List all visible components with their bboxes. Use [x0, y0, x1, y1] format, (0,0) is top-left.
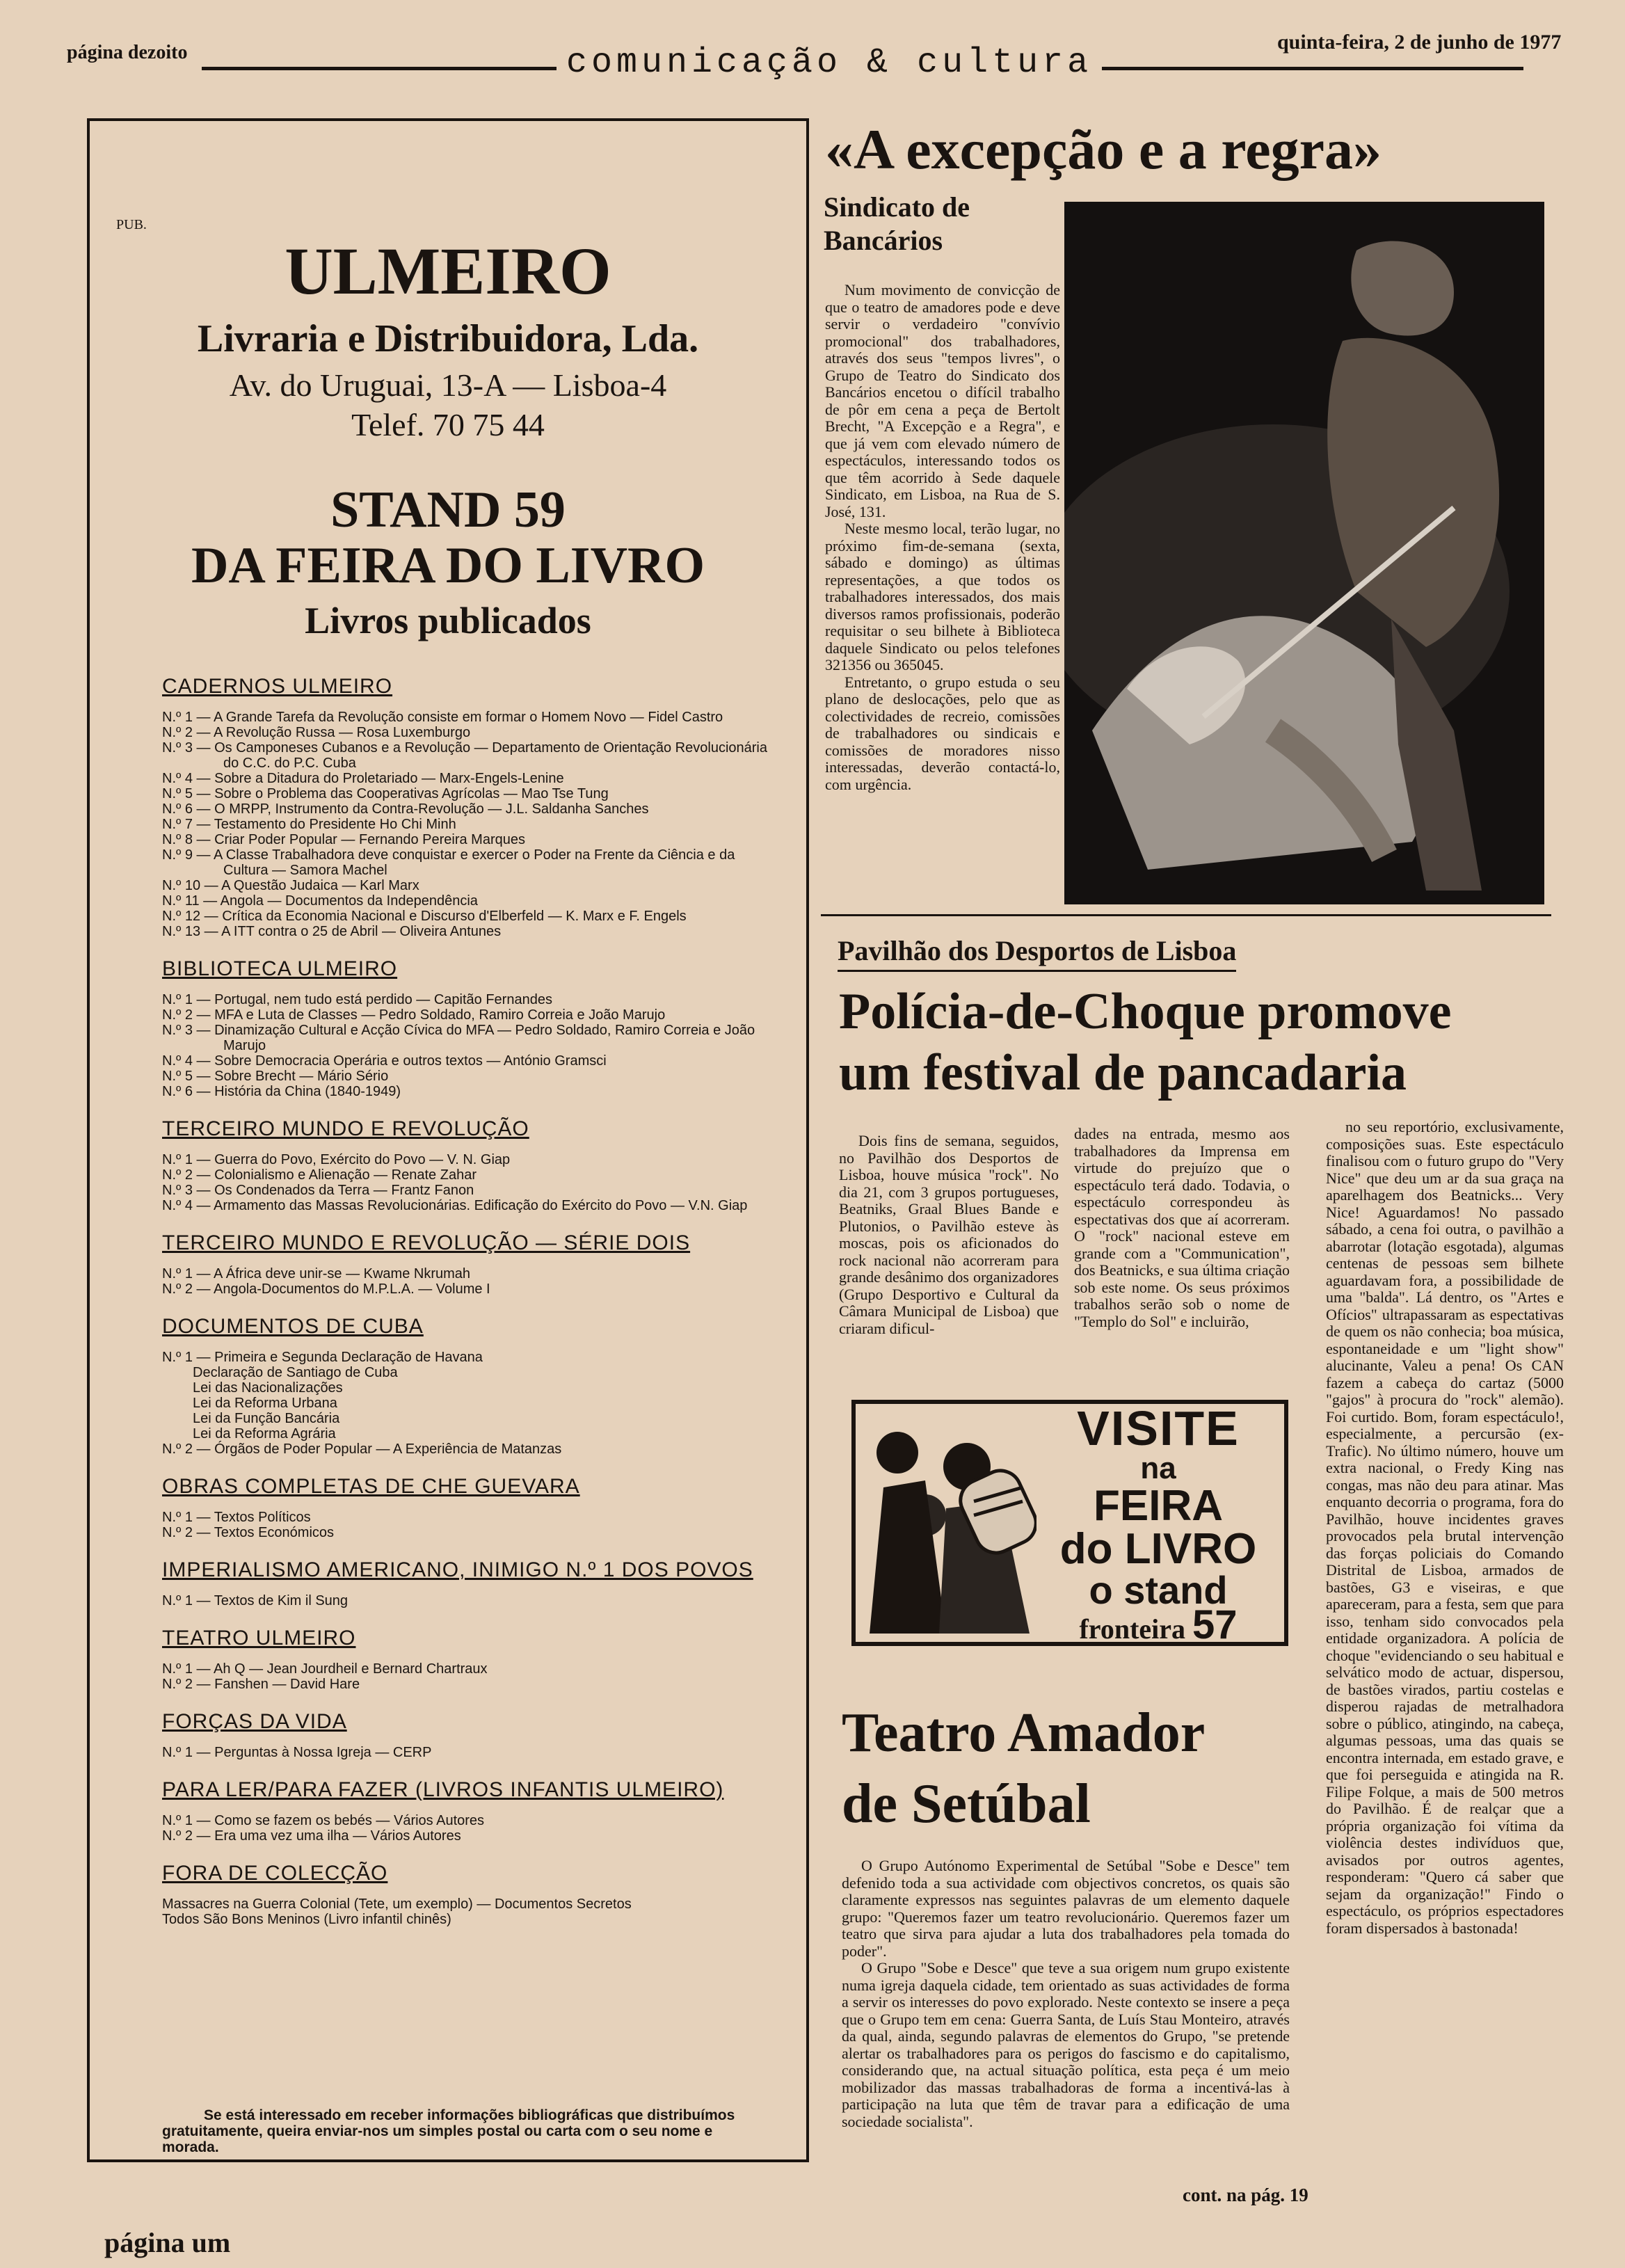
- visite-feira: FEIRA: [1094, 1482, 1223, 1530]
- catalog-item: N.º 1 — Textos de Kim il Sung: [162, 1593, 349, 1608]
- article-teatro-body: [842, 1858, 1290, 2130]
- footer-page-label: página um: [104, 2227, 231, 2258]
- catalog-item: N.º 1 — Textos Políticos: [162, 1510, 311, 1525]
- headline-line: Teatro Amador: [842, 1702, 1206, 1764]
- catalog-subitem: Lei da Reforma Agrária: [193, 1426, 336, 1442]
- catalog-item: N.º 4 — Sobre a Ditadura do Proletariado — Marx-Engels-Lenine: [162, 771, 564, 786]
- catalog-item: N.º 4 — Armamento das Massas Revolucionárias. Edificação do Exército do Povo — V.N. Giap: [162, 1198, 748, 1213]
- catalog-item: N.º 3 — Os Condenados da Terra — Frantz Fanon: [162, 1183, 474, 1198]
- ad-phone: Telef. 70 75 44: [351, 407, 545, 442]
- ad-stand-line1: STAND 59: [330, 481, 566, 538]
- catalog-section-title: DOCUMENTOS DE CUBA: [162, 1315, 424, 1338]
- ad-books-heading: Livros publicados: [305, 600, 591, 641]
- catalog-item: N.º 3 — Dinamização Cultural e Acção Cívica do MFA — Pedro Soldado, Ramiro Correia e João Marujo: [162, 1023, 755, 1053]
- catalog-section-title: IMPERIALISMO AMERICANO, INIMIGO N.º 1 DOS POVOS: [162, 1558, 753, 1581]
- article-excepcao-body: [825, 282, 1060, 793]
- visite-word: VISITE: [1077, 1401, 1240, 1455]
- catalog-item: N.º 6 — O MRPP, Instrumento da Contra-Revolução — J.L. Saldanha Sanches: [162, 801, 649, 817]
- visite-stand-number: 57: [1192, 1602, 1238, 1647]
- headline-excepcao: «A excepção e a regra»: [825, 118, 1382, 181]
- catalog-item: N.º 1 — A África deve unir-se — Kwame Nkrumah: [162, 1266, 471, 1281]
- book-catalog: [162, 657, 767, 1927]
- crowd-illustration: [863, 1411, 1036, 1634]
- pub-label: PUB.: [116, 217, 147, 232]
- catalog-item: N.º 1 — Primeira e Segunda Declaração de Havana: [162, 1350, 483, 1365]
- issue-date: quinta-feira, 2 de junho de 1977: [1277, 31, 1562, 54]
- catalog-section-title: FORA DE COLECÇÃO: [162, 1862, 388, 1885]
- headline-line: um festival de pancadaria: [839, 1044, 1407, 1101]
- feira-do-livro-ad: [851, 1400, 1288, 1646]
- paragraph: Num movimento de convicção de que o teatro de amadores pode e deve servir o verdadeiro "convívio promocional" dos trabalhadores, através dos seus "tempos livres", o Grupo de Teatro do Sindicato dos Bancários encetou o difícil trabalho de pôr em cena a peça de Bertolt Brecht, "A Excepção e a Regra", e que já vem com elevado número de espectáculos, interessando todos os que têm acorrido à Sede daquele Sindicato, em Lisboa, na Rua de S. José, 131.: [825, 281, 1060, 520]
- paragraph: Entretanto, o grupo estuda o seu plano de deslocações, pelo que as colectividades de recreio, comissões de trabalhadores ou sindicais e comissões de moradores nisso interessadas, deverão contactá-lo, com urgência.: [825, 673, 1060, 793]
- kicker-pavilhao: Pavilhão dos Desportos de Lisboa: [838, 934, 1236, 972]
- catalog-item: N.º 1 — Portugal, nem tudo está perdido — Capitão Fernandes: [162, 992, 552, 1007]
- headline-line: Polícia-de-Choque promove: [839, 983, 1452, 1040]
- visite-na: na: [1140, 1451, 1176, 1485]
- catalog-item: N.º 3 — Os Camponeses Cubanos e a Revolução — Departamento de Orientação Revolucionária do C.C. do P.C. Cuba: [162, 740, 767, 771]
- visite-fronteira: fronteira: [1079, 1613, 1186, 1645]
- article-policia-col3: no seu reportório, exclusivamente, composições suas. Este espectáculo finalisou com o futuro grupo do "Very Nice" que deu um ar da sua graça na aparelhagem dos Beatnicks... Very Nice! Aguardamos! No passado sábado, a cena foi outra, o pavilhão a abarrotar (lotação esgotada), algumas centenas de pessoas sem bilhete aguardavam fora, a possibilidade de uma "balda". Lá dentro, os "Artes e Ofícios" ultrapassaram as espectativas de quem os não conhecia; boa música, espontaneidade e um "light show" alucinante, Valeu a pena! Os CAN fazem a cabeça do cartaz (5000 "gajos" à procura do "rock" alemão). Foi curtido. Bom, foram espectáculo!, especialmente, a percursão (ex-Trafic). No último número, houve um extra nacional, o Fredy King nas congas, mas não deu para atinar. Mas enquanto decorria o programa, fora do Pavilhão, houve incidentes graves provocados pela brutal intervenção das forças policiais do Comando Distrital de Lisboa, armados de bastões, G3 e viseiras, e que apareceram, para a festa, sem que para isso, tenham sido convocados pela entidade organizadora. A polícia de choque "evidenciando o seu habitual e selvático modo de actuar, dispersou, de bastões virados, partiu costelas e disperou rajadas de metralhadora sobre o público, atingindo, na cabeça, algumas pessoas, uma das quais se encontra internada, em estado grave, e que foi perseguida e atingida na R. Filipe Folque, a mais de 500 metros do Pavilhão. É de realçar que a própria organização foi vítima da violência destes indivíduos que, avisados por outros agentes, responderam: "Quero cá saber que sejam da organização!" Findo o espectáculo, os próprios espectadores foram dispersados à bastonada!: [1326, 1118, 1564, 1937]
- catalog-section-title: FORÇAS DA VIDA: [162, 1710, 347, 1733]
- catalog-item: N.º 2 — Colonialismo e Alienação — Renate Zahar: [162, 1167, 477, 1183]
- catalog-subitem: Lei da Reforma Urbana: [193, 1396, 337, 1411]
- theatre-photo: [1064, 202, 1544, 904]
- section-title: comunicação & cultura: [557, 43, 1102, 83]
- catalog-section-title: PARA LER/PARA FAZER (LIVROS INFANTIS ULMEIRO): [162, 1778, 724, 1801]
- catalog-section-title: TERCEIRO MUNDO E REVOLUÇÃO — SÉRIE DOIS: [162, 1231, 691, 1254]
- catalog-item: N.º 2 — A Revolução Russa — Rosa Luxemburgo: [162, 725, 471, 740]
- article-policia-col1: Dois fins de semana, seguidos, no Pavilhão dos Desportos de Lisboa, houve música "rock". No dia 21, com 3 grupos portugueses, Beatniks, Graal Blues Bande e Plutonios, o Pavilhão esteve às moscas, pois os aficionados do rock nacional não acorreram para grande desânimo dos organizadores (Grupo Desportivo e Cultural da Câmara Municipal de Lisboa) que criaram dificul-: [839, 1132, 1059, 1337]
- catalog-item: N.º 5 — Sobre Brecht — Mário Sério: [162, 1069, 389, 1084]
- catalog-item: N.º 1 — Como se fazem os bebés — Vários Autores: [162, 1813, 485, 1828]
- ad-address: Av. do Uruguai, 13-A — Lisboa-4: [229, 367, 667, 403]
- catalog-item: N.º 2 — Órgãos de Poder Popular — A Experiência de Matanzas: [162, 1442, 562, 1457]
- catalog-item: N.º 1 — Perguntas à Nossa Igreja — CERP: [162, 1745, 432, 1760]
- catalog-item: N.º 6 — História da China (1840-1949): [162, 1084, 401, 1099]
- ulmeiro-advertisement: [87, 118, 809, 2162]
- section-divider: [821, 914, 1551, 916]
- catalog-item: N.º 2 — MFA e Luta de Classes — Pedro Soldado, Ramiro Correia e João Marujo: [162, 1007, 666, 1023]
- catalog-subitem: Lei da Função Bancária: [193, 1411, 340, 1426]
- ad-closing-note: Se está interessado em receber informações bibliográficas que distribuímos gratuitamente, queira enviar-nos um simples postal ou carta com o seu nome e morada.: [162, 2107, 735, 2155]
- kicker-sindicato: Sindicato de Bancários: [824, 191, 970, 256]
- catalog-section-title: TERCEIRO MUNDO E REVOLUÇÃO: [162, 1117, 529, 1140]
- catalog-item: N.º 2 — Era uma vez uma ilha — Vários Autores: [162, 1828, 461, 1844]
- catalog-item: N.º 5 — Sobre o Problema das Cooperativas Agrícolas — Mao Tse Tung: [162, 786, 609, 801]
- catalog-item: N.º 2 — Angola-Documentos do M.P.L.A. — Volume I: [162, 1281, 490, 1297]
- paragraph: O Grupo Autónomo Experimental de Setúbal "Sobe e Desce" tem defenido toda a sua actividade com objectivos concretos, os quais são claramente expressos nas seguintes palavras de um elemento daquele grupo: "Queremos fazer um teatro revolucionário. Queremos fazer um teatro que sirva para ajudar a luta dos trabalhadores pela tomada do poder".: [842, 1857, 1290, 1960]
- catalog-subitem: Lei das Nacionalizações: [193, 1380, 343, 1396]
- paragraph: O Grupo "Sobe e Desce" que teve a sua origem num grupo existente numa igreja daquela cidade, tem orientado as suas actividades de forma a servir os interesses do povo explorado. Neste contexto se insere a peça que o Grupo tem em cena: Guerra Santa, de Luís Stau Monteiro, através da qual, ainda, segundo palavras de elementos do Grupo, "se pretende alertar os trabalhadores para os perigos do fascismo e do capitalismo, considerando que, na actual situação política, esta peça é um meio mobilizador das massas trabalhadoras de forma a incentivá-las à participação na luta que têm de travar para a edificação de uma sociedade socialista".: [842, 1959, 1290, 2130]
- catalog-item: N.º 2 — Textos Económicos: [162, 1525, 335, 1540]
- catalog-item: N.º 9 — A Classe Trabalhadora deve conquistar e exercer o Poder na Frente da Ciência e da Cultura — Samora Machel: [162, 847, 735, 878]
- catalog-section-title: BIBLIOTECA ULMEIRO: [162, 957, 398, 980]
- visite-do-livro: do LIVRO: [1059, 1525, 1257, 1573]
- catalog-item: N.º 8 — Criar Poder Popular — Fernando Pereira Marques: [162, 832, 525, 847]
- catalog-item: Massacres na Guerra Colonial (Tete, um exemplo) — Documentos Secretos: [162, 1896, 632, 1912]
- headline-teatro-setubal: [842, 1698, 1205, 1839]
- catalog-item: N.º 7 — Testamento do Presidente Ho Chi Minh: [162, 817, 456, 832]
- catalog-item: Todos São Bons Meninos (Livro infantil chinês): [162, 1912, 451, 1927]
- catalog-item: N.º 1 — Guerra do Povo, Exército do Povo — V. N. Giap: [162, 1152, 511, 1167]
- catalog-item: N.º 1 — Ah Q — Jean Jourdheil e Bernard Chartraux: [162, 1661, 488, 1677]
- headline-policia: [839, 981, 1451, 1103]
- catalog-item: N.º 2 — Fanshen — David Hare: [162, 1677, 360, 1692]
- ad-company: Livraria e Distribuidora, Lda.: [197, 317, 699, 360]
- visite-o-stand: o stand: [1089, 1568, 1228, 1612]
- catalog-item: N.º 11 — Angola — Documentos da Independência: [162, 893, 478, 909]
- headline-line: de Setúbal: [842, 1773, 1091, 1835]
- continuation-note: cont. na pág. 19: [1183, 2185, 1308, 2205]
- article-policia-col2: dades na entrada, mesmo aos trabalhadores da Imprensa em virtude do prejuízo que o espectáculo terá dado. Todavia, o espectáculo correspondeu às espectativas dos que aí acorreram. O "rock" nacional esteve em grande com a "Communication", dos Beatnicks, e sua última criação sob este nome. Os seus próximos trabalhos serão sob o nome de "Templo do Sol" e incluirão,: [1074, 1125, 1290, 1330]
- catalog-subitem: Declaração de Santiago de Cuba: [193, 1365, 398, 1380]
- ad-stand-line2: DA FEIRA DO LIVRO: [191, 537, 705, 594]
- catalog-item: N.º 10 — A Questão Judaica — Karl Marx: [162, 878, 419, 893]
- catalog-item: N.º 1 — A Grande Tarefa da Revolução consiste em formar o Homem Novo — Fidel Castro: [162, 710, 723, 725]
- catalog-item: N.º 13 — A ITT contra o 25 de Abril — Oliveira Antunes: [162, 924, 502, 939]
- catalog-section-title: OBRAS COMPLETAS DE CHE GUEVARA: [162, 1475, 580, 1498]
- page-number-label: página dezoito: [67, 42, 188, 63]
- paragraph: Neste mesmo local, terão lugar, no próximo fim-de-semana (sexta, sábado e domingo) as últimas representações, a que todos os trabalhadores interessados, dos mais diversos ramos profissionais, poderão requisitar o seu bilhete à Biblioteca daquele Sindicato ou pelos telefones 321356 ou 365045.: [825, 520, 1060, 673]
- ad-brand: ULMEIRO: [285, 234, 611, 308]
- catalog-item: N.º 4 — Sobre Democracia Operária e outros textos — António Gramsci: [162, 1053, 607, 1069]
- catalog-item: N.º 12 — Crítica da Economia Nacional e Discurso d'Elberfeld — K. Marx e F. Engels: [162, 909, 687, 924]
- catalog-section-title: CADERNOS ULMEIRO: [162, 675, 393, 698]
- catalog-section-title: TEATRO ULMEIRO: [162, 1627, 356, 1650]
